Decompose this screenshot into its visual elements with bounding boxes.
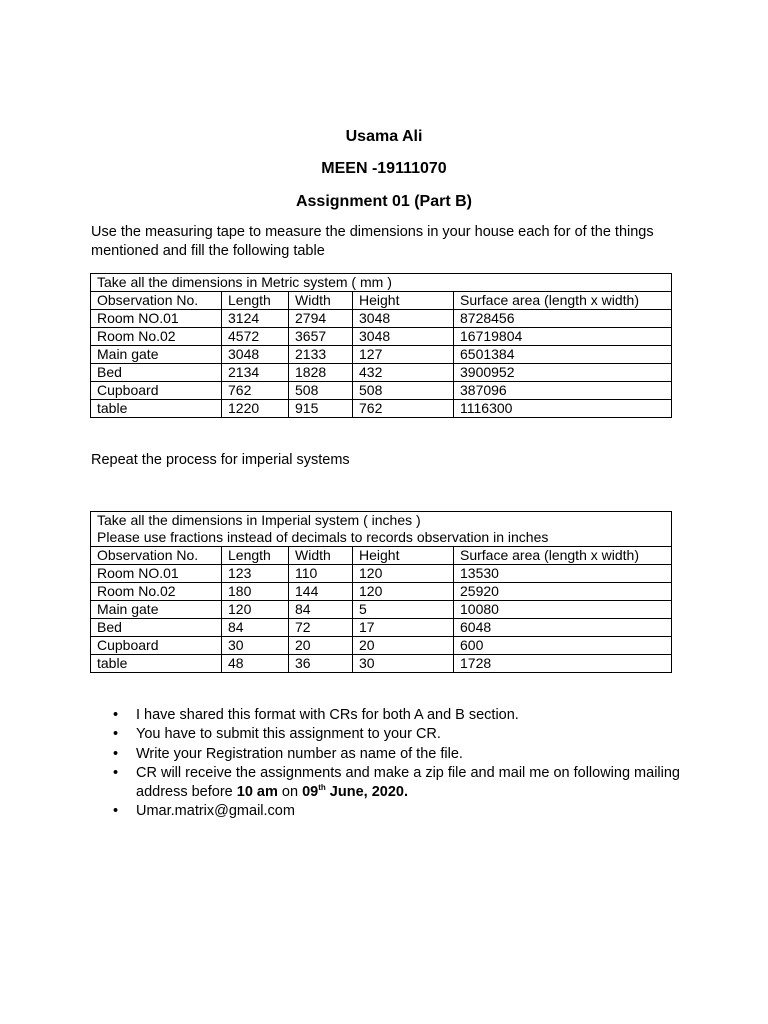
- metric-caption: Take all the dimensions in Metric system ( mm ): [91, 274, 672, 292]
- notes-list: [91, 706, 691, 822]
- table-row: [91, 565, 672, 583]
- table-row: [91, 364, 672, 382]
- imperial-caption-line2: Please use fractions instead of decimals to records observation in inches: [97, 529, 549, 545]
- table-cell: 180: [222, 583, 289, 601]
- table-cell: 36: [289, 655, 353, 673]
- table-cell: Main gate: [91, 601, 222, 619]
- table-cell: Bed: [91, 364, 222, 382]
- table-cell: 1220: [222, 400, 289, 418]
- table-row: [91, 382, 672, 400]
- note-text: I have shared this format with CRs for both A and B section.: [136, 707, 519, 723]
- table-cell: 20: [353, 637, 454, 655]
- table-cell: 120: [353, 565, 454, 583]
- table-cell: Room No.02: [91, 583, 222, 601]
- table-cell: 48: [222, 655, 289, 673]
- column-header: Width: [289, 292, 353, 310]
- table-cell: 600: [454, 637, 672, 655]
- table-cell: 84: [289, 601, 353, 619]
- table-cell: 3657: [289, 328, 353, 346]
- table-row: [91, 655, 672, 673]
- table-cell: 120: [353, 583, 454, 601]
- table-cell: table: [91, 400, 222, 418]
- table-cell: 120: [222, 601, 289, 619]
- table-cell: 13530: [454, 565, 672, 583]
- table-cell: 1728: [454, 655, 672, 673]
- list-item: [91, 802, 691, 821]
- column-header: Observation No.: [91, 547, 222, 565]
- table-cell: 127: [353, 346, 454, 364]
- deadline-day-suffix: th: [318, 783, 326, 793]
- table-cell: 123: [222, 565, 289, 583]
- list-item: [91, 725, 691, 744]
- table-cell: 16719804: [454, 328, 672, 346]
- bullet-icon: •: [113, 707, 119, 723]
- column-header: Height: [353, 292, 454, 310]
- table-cell: table: [91, 655, 222, 673]
- table-cell: 30: [222, 637, 289, 655]
- list-item: [91, 706, 691, 725]
- table-cell: 84: [222, 619, 289, 637]
- table-cell: 2133: [289, 346, 353, 364]
- registration-id: MEEN -19111070: [321, 160, 447, 177]
- intro-paragraph: Use the measuring tape to measure the dimensions in your house each for of the things mentioned and fill the following table: [91, 224, 654, 259]
- table-cell: 3900952: [454, 364, 672, 382]
- table-cell: Bed: [91, 619, 222, 637]
- column-header: Observation No.: [91, 292, 222, 310]
- assignment-title: Assignment 01 (Part B): [295, 193, 473, 210]
- repeat-instruction: Repeat the process for imperial systems: [91, 452, 350, 468]
- deadline-month-year: June, 2020.: [325, 784, 408, 801]
- table-cell: 762: [353, 400, 454, 418]
- metric-caption-row: [91, 274, 672, 292]
- metric-table: [90, 273, 672, 418]
- column-header: Width: [289, 547, 353, 565]
- list-item: [91, 764, 691, 803]
- table-row: [91, 583, 672, 601]
- contact-email: Umar.matrix@gmail.com: [136, 803, 295, 820]
- column-header: Length: [222, 547, 289, 565]
- table-row: [91, 601, 672, 619]
- column-header: Height: [353, 547, 454, 565]
- table-cell: 387096: [454, 382, 672, 400]
- list-item: [91, 745, 691, 764]
- table-cell: 6501384: [454, 346, 672, 364]
- bullet-icon: •: [113, 745, 119, 762]
- table-cell: 508: [289, 382, 353, 400]
- table-row: [91, 346, 672, 364]
- column-header: Length: [222, 292, 289, 310]
- table-cell: 72: [289, 619, 353, 637]
- table-cell: 3048: [353, 310, 454, 328]
- table-cell: 5: [353, 601, 454, 619]
- table-cell: 17: [353, 619, 454, 637]
- deadline-date: [302, 784, 408, 800]
- table-cell: 2134: [222, 364, 289, 382]
- table-cell: 3124: [222, 310, 289, 328]
- table-row: [91, 328, 672, 346]
- table-cell: Room No.02: [91, 328, 222, 346]
- bullet-icon: •: [113, 803, 119, 820]
- deadline-day: 09: [302, 784, 319, 801]
- imperial-caption: [91, 512, 672, 547]
- table-cell: 762: [222, 382, 289, 400]
- bullet-icon: •: [113, 764, 119, 781]
- imperial-caption-row: [91, 512, 672, 547]
- table-cell: 10080: [454, 601, 672, 619]
- table-cell: 8728456: [454, 310, 672, 328]
- table-cell: Room NO.01: [91, 565, 222, 583]
- table-row: [91, 619, 672, 637]
- table-cell: Room NO.01: [91, 310, 222, 328]
- column-header: Surface area (length x width): [454, 292, 672, 310]
- deadline-time: 10 am: [236, 784, 278, 801]
- table-cell: 508: [353, 382, 454, 400]
- table-cell: 3048: [353, 328, 454, 346]
- column-header: Surface area (length x width): [454, 547, 672, 565]
- table-cell: 25920: [454, 583, 672, 601]
- imperial-caption-line1: Take all the dimensions in Imperial system ( inches ): [97, 512, 421, 528]
- table-cell: 915: [289, 400, 353, 418]
- note-text: Write your Registration number as name of the file.: [136, 745, 463, 762]
- table-cell: Main gate: [91, 346, 222, 364]
- table-cell: 6048: [454, 619, 672, 637]
- table-row: [91, 310, 672, 328]
- table-cell: 144: [289, 583, 353, 601]
- table-cell: 3048: [222, 346, 289, 364]
- note-text-on: on: [277, 784, 303, 801]
- table-header-row: [91, 292, 672, 310]
- table-row: [91, 400, 672, 418]
- table-cell: Cupboard: [91, 382, 222, 400]
- table-header-row: [91, 547, 672, 565]
- table-cell: Cupboard: [91, 637, 222, 655]
- table-cell: 30: [353, 655, 454, 673]
- note-text: CR will receive the assignments and make a zip file and mail me on following mailing address before: [136, 764, 680, 801]
- table-cell: 4572: [222, 328, 289, 346]
- table-row: [91, 637, 672, 655]
- table-cell: 432: [353, 364, 454, 382]
- table-cell: 1116300: [454, 400, 672, 418]
- bullet-icon: •: [113, 726, 119, 743]
- author-name: Usama Ali: [345, 128, 423, 145]
- table-cell: 110: [289, 565, 353, 583]
- note-text: You have to submit this assignment to your CR.: [136, 726, 441, 743]
- imperial-table: [90, 511, 672, 673]
- table-cell: 2794: [289, 310, 353, 328]
- table-cell: 20: [289, 637, 353, 655]
- table-cell: 1828: [289, 364, 353, 382]
